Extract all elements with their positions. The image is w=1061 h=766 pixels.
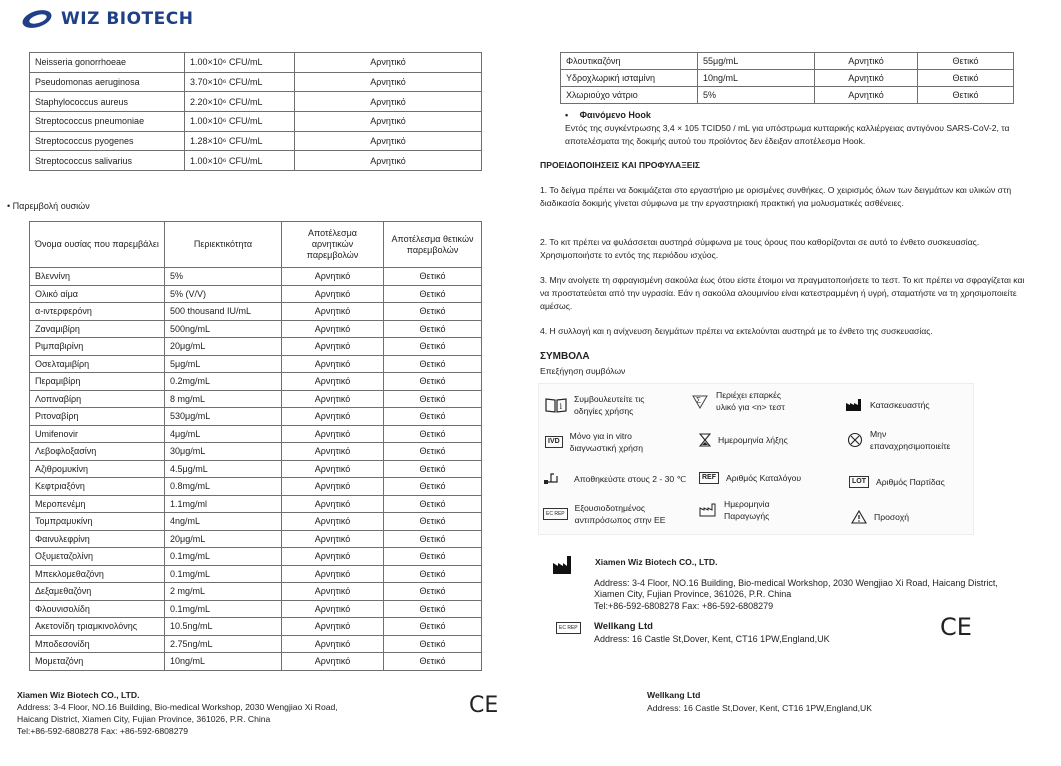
- table-cell: Αζιθρομυκίνη: [30, 460, 165, 478]
- ref-icon: REF: [699, 472, 719, 484]
- table-cell: Αρνητικό: [295, 92, 482, 112]
- table-cell: Θετικό: [384, 530, 482, 548]
- table-cell: Αρνητικό: [282, 303, 384, 321]
- table-row: [30, 495, 482, 513]
- table-row: [30, 373, 482, 391]
- table-cell: Χλωριούχο νάτριο: [561, 87, 698, 104]
- brand-name: WIZ BIOTECH: [61, 9, 194, 29]
- table-cell: Θετικό: [918, 53, 1014, 70]
- book-info-icon: [545, 397, 567, 413]
- table-row: [30, 635, 482, 653]
- table-cell: Αρνητικό: [282, 565, 384, 583]
- no-reuse-icon: [847, 432, 863, 448]
- interference-table-continued: [560, 52, 1014, 104]
- table-row: [30, 131, 482, 151]
- table-cell: α-ιντερφερόνη: [30, 303, 165, 321]
- table-cell: Λοπιναβίρη: [30, 390, 165, 408]
- table-cell: 10.5ng/mL: [165, 618, 282, 636]
- symbol-manufacturer: Κατασκευαστής: [845, 398, 930, 412]
- hourglass-icon: [699, 433, 711, 447]
- symbol-contains: Σ Περιέχει επαρκές υλικό για <n> τεστ: [691, 389, 785, 413]
- lot-icon: LOT: [849, 476, 869, 488]
- table-row: [30, 425, 482, 443]
- table-row: [30, 530, 482, 548]
- table-cell: Θετικό: [384, 600, 482, 618]
- svg-text:Σ: Σ: [696, 396, 701, 405]
- table-row: [561, 87, 1014, 104]
- table-cell: Δεξαμεθαζόνη: [30, 583, 165, 601]
- table-cell: 2 mg/mL: [165, 583, 282, 601]
- table-cell: Αρνητικό: [295, 151, 482, 171]
- table-cell: Κεφτριαξόνη: [30, 478, 165, 496]
- table-cell: Αρνητικό: [282, 513, 384, 531]
- table-cell: Θετικό: [918, 87, 1014, 104]
- table-cell: 4μg/mL: [165, 425, 282, 443]
- table-cell: 8 mg/mL: [165, 390, 282, 408]
- table-cell: 500 thousand IU/mL: [165, 303, 282, 321]
- ec-rep-icon: EC REP: [543, 508, 568, 520]
- footer-ce-mark: CE: [469, 693, 499, 718]
- table-cell: Θετικό: [384, 618, 482, 636]
- manufacturer-name: Xiamen Wiz Biotech CO., LTD.: [595, 557, 718, 567]
- table-row: [30, 303, 482, 321]
- table-row: [30, 653, 482, 671]
- symbol-noreuse: Μην επαναχρησιμοποιείτε: [847, 428, 950, 452]
- factory-icon: [845, 398, 863, 412]
- table-row: [30, 565, 482, 583]
- table-cell: Αρνητικό: [282, 390, 384, 408]
- table-cell: Οξυμεταζολίνη: [30, 548, 165, 566]
- table-cell: Περαμιβίρη: [30, 373, 165, 391]
- table-cell: Φαινυλεφρίνη: [30, 530, 165, 548]
- symbols-legend: [538, 383, 974, 535]
- table-cell: 5% (V/V): [165, 285, 282, 303]
- table-cell: Αρνητικό: [282, 635, 384, 653]
- table-cell: Θετικό: [384, 338, 482, 356]
- symbol-storage: Αποθηκεύστε στους 2 - 30 ℃: [543, 472, 686, 486]
- table-cell: Αρνητικό: [295, 112, 482, 132]
- table-cell: Staphylococcus aureus: [30, 92, 185, 112]
- table-cell: Τομπραμυκίνη: [30, 513, 165, 531]
- table-cell: Θετικό: [384, 548, 482, 566]
- rep-address: Address: 16 Castle St,Dover, Kent, CT16 1PW,England,UK: [594, 634, 830, 644]
- table-cell: 20μg/mL: [165, 338, 282, 356]
- table-row: [30, 443, 482, 461]
- rep-name: Wellkang Ltd: [594, 621, 653, 632]
- table-row: [30, 478, 482, 496]
- table-row: [30, 92, 482, 112]
- table-cell: Θετικό: [384, 303, 482, 321]
- symbol-lot: LOT Αριθμός Παρτίδας: [849, 476, 945, 488]
- table-cell: 10ng/mL: [165, 653, 282, 671]
- table-cell: Αρνητικό: [282, 530, 384, 548]
- table-cell: Θετικό: [384, 565, 482, 583]
- table-cell: 4.5μg/mL: [165, 460, 282, 478]
- table-cell: 0.2mg/mL: [165, 373, 282, 391]
- table-cell: 10ng/mL: [698, 70, 815, 87]
- table-cell: Αρνητικό: [282, 618, 384, 636]
- table-cell: 530μg/mL: [165, 408, 282, 426]
- table-cell: Θετικό: [384, 408, 482, 426]
- symbol-caution: Προσοχή: [851, 510, 909, 524]
- symbols-heading: ΣΥΜΒΟΛΑ: [540, 351, 590, 362]
- table-cell: Αρνητικό: [282, 460, 384, 478]
- manufacturer-tel: Tel:+86-592-6808278 Fax: +86-592-6808279: [594, 601, 774, 611]
- table-cell: Ολικό αίμα: [30, 285, 165, 303]
- table-cell: Λεβοφλοξασίνη: [30, 443, 165, 461]
- table-cell: Streptococcus pyogenes: [30, 131, 185, 151]
- interference-header: Όνομα ουσίας που παρεμβάλει: [30, 222, 165, 268]
- table-cell: Θετικό: [384, 285, 482, 303]
- table-cell: Streptococcus pneumoniae: [30, 112, 185, 132]
- symbol-consult: i Συμβουλευτείτε τις οδηγίες χρήσης: [545, 393, 644, 417]
- footer-rep-name: Wellkang Ltd: [647, 690, 701, 700]
- table-cell: Αρνητικό: [295, 53, 482, 73]
- hook-title-text: Φαινόμενο Hook: [579, 110, 651, 120]
- table-cell: Θετικό: [384, 495, 482, 513]
- table-row: [30, 268, 482, 286]
- table-row: [30, 338, 482, 356]
- table-cell: Θετικό: [384, 373, 482, 391]
- table-cell: 0.1mg/mL: [165, 565, 282, 583]
- table-cell: Αρνητικό: [815, 70, 918, 87]
- table-cell: Θετικό: [918, 70, 1014, 87]
- interference-title: • Παρεμβολή ουσιών: [7, 201, 90, 211]
- table-cell: Αρνητικό: [282, 355, 384, 373]
- brand-logo-icon: [22, 8, 56, 30]
- table-cell: Αρνητικό: [282, 583, 384, 601]
- table-row: [30, 112, 482, 132]
- table-cell: Αρνητικό: [282, 653, 384, 671]
- svg-text:i: i: [559, 402, 563, 411]
- table-cell: Αρνητικό: [282, 408, 384, 426]
- table-cell: 5μg/mL: [165, 355, 282, 373]
- table-cell: Αρνητικό: [282, 443, 384, 461]
- table-cell: Pseudomonas aeruginosa: [30, 72, 185, 92]
- table-cell: Οσελταμιβίρη: [30, 355, 165, 373]
- table-cell: Θετικό: [384, 583, 482, 601]
- table-cell: Ακετονίδη τριαμκινολόνης: [30, 618, 165, 636]
- table-cell: Θετικό: [384, 355, 482, 373]
- table-cell: Streptococcus salivarius: [30, 151, 185, 171]
- symbols-subheading: Επεξήγηση συμβόλων: [540, 366, 626, 376]
- warning-item: 4. Η συλλογή και η ανίχνευση δειγμάτων πρέπει να εκτελούνται αυστηρά με το ένθετο της συσκευασίας.: [540, 326, 933, 336]
- footer-rep-address: Address: 16 Castle St,Dover, Kent, CT16 1PW,England,UK: [647, 703, 872, 713]
- table-cell: 1.00×10⁶ CFU/mL: [185, 151, 295, 171]
- table-cell: Φλουτικαζόνη: [561, 53, 698, 70]
- table-cell: Αρνητικό: [282, 338, 384, 356]
- interference-header: Αποτέλεσμα θετικών παρεμβολών: [384, 222, 482, 268]
- ec-rep-icon: EC REP: [556, 622, 581, 634]
- table-cell: Θετικό: [384, 268, 482, 286]
- table-cell: 4ng/mL: [165, 513, 282, 531]
- table-cell: Θετικό: [384, 390, 482, 408]
- symbol-ivd: IVD Μόνο για in vitro διαγνωστική χρήση: [545, 430, 643, 454]
- table-cell: Αρνητικό: [282, 373, 384, 391]
- table-cell: Αρνητικό: [282, 285, 384, 303]
- table-cell: Θετικό: [384, 635, 482, 653]
- table-cell: Umifenovir: [30, 425, 165, 443]
- table-row: [30, 548, 482, 566]
- table-row: [561, 70, 1014, 87]
- symbol-expiry: Ημερομηνία λήξης: [699, 433, 788, 447]
- manufacturer-icon: [552, 555, 572, 575]
- table-row: [30, 151, 482, 171]
- table-row: [30, 390, 482, 408]
- manufacturer-address: Address: 3-4 Floor, NO.16 Building, Bio-medical Workshop, 2030 Wengjiao Xi Road, Haicang District, Xiamen City, Fujian Province, 361026, P.R. China: [594, 578, 998, 599]
- table-cell: Ριτοναβίρη: [30, 408, 165, 426]
- symbol-catalog: REF Αριθμός Καταλόγου: [699, 472, 801, 484]
- table-cell: Ζαναμιβίρη: [30, 320, 165, 338]
- table-cell: 1.00×10⁶ CFU/mL: [185, 112, 295, 132]
- table-cell: 1.28×10⁶ CFU/mL: [185, 131, 295, 151]
- table-cell: 55μg/mL: [698, 53, 815, 70]
- table-cell: Αρνητικό: [282, 320, 384, 338]
- table-row: [30, 408, 482, 426]
- warning-item: 3. Μην ανοίγετε τη σφραγισμένη σακούλα έως ότου είστε έτοιμοι να πραγματοποιήσετε το τεστ. Το κιτ πρέπει να σφραγίζεται και να προστατεύεται από την υγρασία. Εάν η σακούλα αλουμινίου είναι κατεστραμμένη ή υγρή, σταματήστε να τη χρησιμοποιείτε αμέσως.: [540, 275, 1025, 311]
- table-cell: 0.1mg/mL: [165, 548, 282, 566]
- table-cell: 20μg/mL: [165, 530, 282, 548]
- table-cell: 30μg/mL: [165, 443, 282, 461]
- hook-bullet: •: [565, 110, 569, 120]
- table-cell: Αρνητικό: [815, 87, 918, 104]
- warnings-heading: ΠΡΟΕΙΔΟΠΟΙΗΣΕΙΣ ΚΑΙ ΠΡΟΦΥΛΑΞΕΙΣ: [540, 160, 700, 170]
- warning-item: 1. Το δείγμα πρέπει να δοκιμάζεται στο εργαστήριο με ορισμένες συνθήκες. Ο χειρισμός όλων των δειγμάτων και υλικών στη διαδικασία δοκιμής γίνεται σύμφωνα με την εργαστηριακή πρακτική για μολυσματικές ασθένειες.: [540, 185, 1012, 208]
- thermometer-icon: [543, 472, 567, 486]
- table-row: [30, 285, 482, 303]
- interference-header: Περιεκτικότητα: [165, 222, 282, 268]
- interference-header: Αποτέλεσμα αρνητικών παρεμβολών: [282, 222, 384, 268]
- table-row: [30, 618, 482, 636]
- table-cell: Neisseria gonorrhoeae: [30, 53, 185, 73]
- warning-triangle-icon: [851, 510, 867, 524]
- table-cell: Αρνητικό: [282, 425, 384, 443]
- table-row: [30, 355, 482, 373]
- footer-company-name: Xiamen Wiz Biotech CO., LTD.: [17, 690, 140, 700]
- table-row: [30, 600, 482, 618]
- table-cell: Θετικό: [384, 443, 482, 461]
- table-cell: 0.8mg/mL: [165, 478, 282, 496]
- table-cell: Θετικό: [384, 513, 482, 531]
- table-cell: Αρνητικό: [282, 478, 384, 496]
- table-cell: 0.1mg/mL: [165, 600, 282, 618]
- table-cell: Θετικό: [384, 478, 482, 496]
- warning-item: 2. Το κιτ πρέπει να φυλάσσεται αυστηρά σύμφωνα με τους όρους που καθορίζονται σε αυτό το ένθετο συσκευασίας. Χρησιμοποιήστε το εντός της περιόδου ισχύος.: [540, 237, 980, 260]
- table-cell: Ριμπαβιρίνη: [30, 338, 165, 356]
- table-cell: 2.75ng/mL: [165, 635, 282, 653]
- table-cell: Αρνητικό: [282, 548, 384, 566]
- bacteria-table: [29, 52, 482, 171]
- table-cell: Μεροπενέμη: [30, 495, 165, 513]
- table-cell: Αρνητικό: [282, 600, 384, 618]
- table-cell: Θετικό: [384, 460, 482, 478]
- ivd-icon: IVD: [545, 436, 563, 448]
- table-cell: Αρνητικό: [282, 495, 384, 513]
- table-cell: Βλεννίνη: [30, 268, 165, 286]
- table-cell: Αρνητικό: [295, 131, 482, 151]
- hook-title: [565, 110, 651, 120]
- interference-table: [29, 221, 482, 671]
- table-cell: 5%: [698, 87, 815, 104]
- footer-address-line: Address: 3-4 Floor, NO.16 Building, Bio-medical Workshop, 2030 Wengjiao Xi Road,: [17, 702, 338, 712]
- table-cell: 1.1mg/ml: [165, 495, 282, 513]
- brand-logo: [22, 6, 193, 32]
- table-cell: 3.70×10⁶ CFU/mL: [185, 72, 295, 92]
- table-cell: Μπεκλομεθαζόνη: [30, 565, 165, 583]
- table-cell: Μομεταζόνη: [30, 653, 165, 671]
- table-row: [30, 460, 482, 478]
- table-cell: Αρνητικό: [815, 53, 918, 70]
- table-cell: Φλουνισολίδη: [30, 600, 165, 618]
- table-cell: 5%: [165, 268, 282, 286]
- table-cell: 1.00×10⁶ CFU/mL: [185, 53, 295, 73]
- table-cell: Υδροχλωρική ισταμίνη: [561, 70, 698, 87]
- table-cell: Αρνητικό: [295, 72, 482, 92]
- sigma-cup-icon: [691, 392, 709, 410]
- symbol-manufdate: Ημερομηνία Παραγωγής: [699, 498, 770, 522]
- table-cell: 2.20×10⁶ CFU/mL: [185, 92, 295, 112]
- table-row: [30, 513, 482, 531]
- table-cell: Αρνητικό: [282, 268, 384, 286]
- table-cell: Θετικό: [384, 425, 482, 443]
- table-cell: 500ng/mL: [165, 320, 282, 338]
- table-row: [30, 72, 482, 92]
- hook-text: Εντός της συγκέντρωσης 3,4 × 105 TCID50 / mL για υπόστρωμα κυτταρικής καλλιέργειας αντιγόνου SARS-CoV-2, τα αποτελέσματα της δοκιμής αυτού του προϊόντος δεν έδειξαν αποτέλεσμα Hook.: [565, 123, 1010, 146]
- footer-tel: Tel:+86-592-6808278 Fax: +86-592-6808279: [17, 726, 189, 736]
- table-cell: Μποδεσονίδη: [30, 635, 165, 653]
- table-cell: Θετικό: [384, 320, 482, 338]
- table-row: [30, 53, 482, 73]
- footer-address-line: Haicang District, Xiamen City, Fujian Province, 361026, P.R. China: [17, 714, 271, 724]
- symbol-ecrep: EC REP Εξουσιοδοτημένος αντιπρόσωπος στην ΕΕ: [543, 502, 665, 526]
- table-row: [561, 53, 1014, 70]
- factory-outline-icon: [699, 503, 717, 517]
- table-row: [30, 583, 482, 601]
- ce-mark: CE: [940, 613, 972, 641]
- table-row: [30, 320, 482, 338]
- table-cell: Θετικό: [384, 653, 482, 671]
